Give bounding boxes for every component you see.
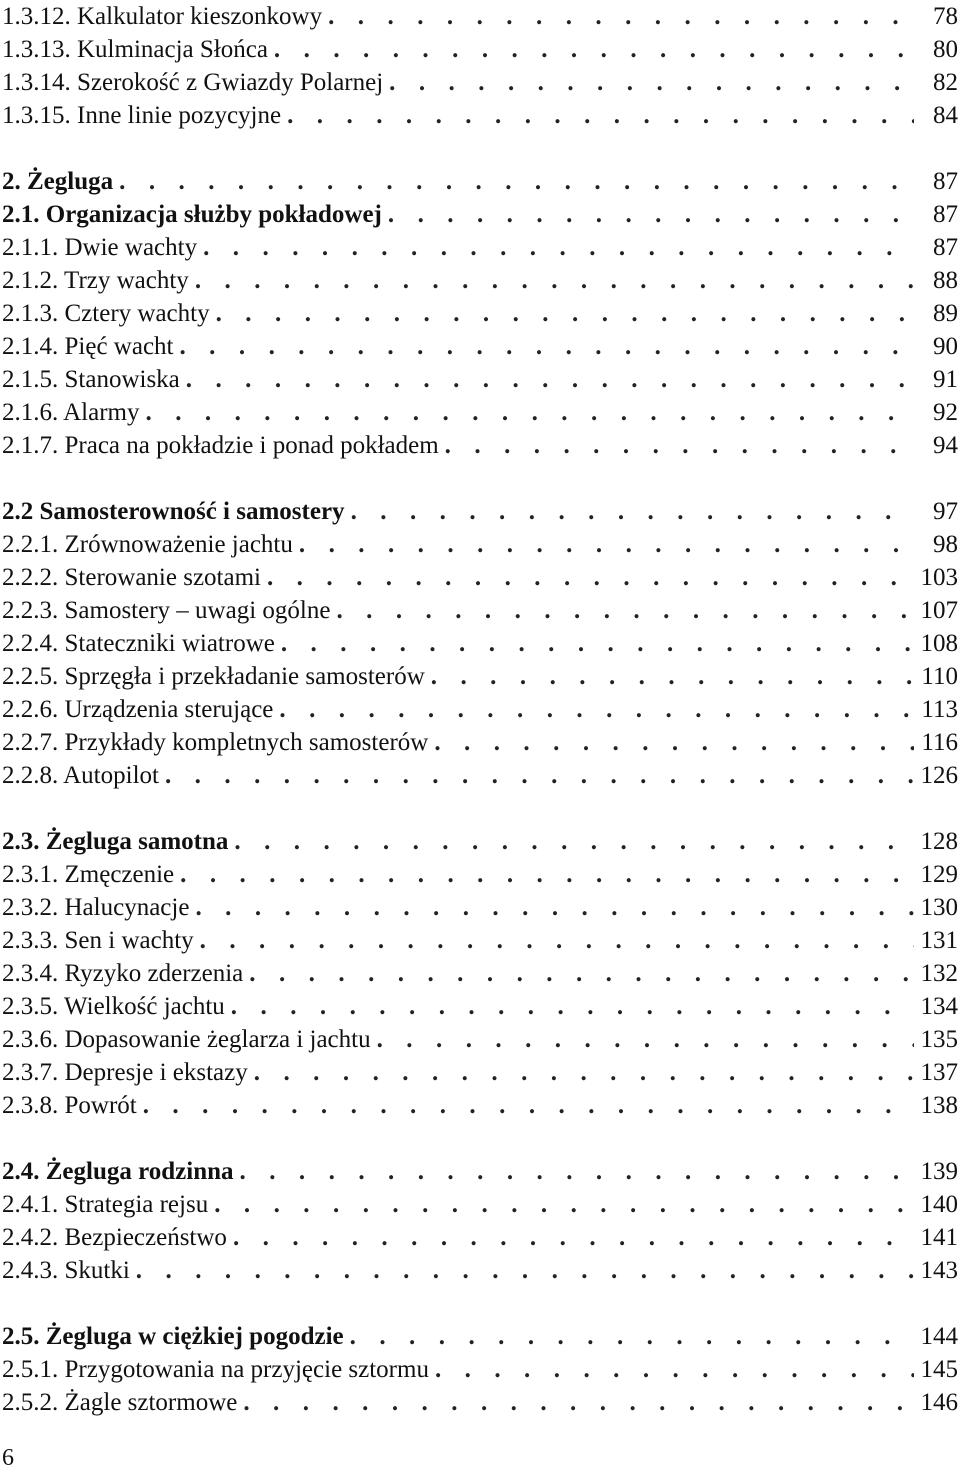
toc-entry-page: 146 [920, 1389, 958, 1416]
toc-entry-page: 135 [920, 1026, 958, 1053]
toc-entry-page: 130 [920, 894, 958, 921]
toc-entry-page: 82 [933, 69, 958, 96]
toc-entry-page: 145 [920, 1356, 958, 1383]
toc-entry-page: 131 [920, 927, 958, 954]
toc-entry-title: 2.3.5. Wielkość jachtu [2, 993, 225, 1020]
toc-entry-title: 2.4.1. Strategia rejsu [2, 1191, 209, 1218]
toc-entry-title: 2.2.5. Sprzęgła i przekładanie samosterów [2, 663, 425, 690]
toc-entry-page: 87 [933, 168, 958, 195]
toc-entry [2, 165, 958, 198]
dot-leader [237, 1386, 914, 1419]
dot-leader [210, 297, 914, 330]
toc-entry [2, 990, 958, 1023]
toc-entry-title: 2.3.6. Dopasowanie żeglarza i jachtu [2, 1026, 371, 1053]
dot-leader [344, 1320, 914, 1353]
toc-entry-title: 2.4.2. Bezpieczeństwo [2, 1224, 227, 1251]
dot-leader [173, 330, 914, 363]
toc-entry [2, 231, 958, 264]
toc-entry [2, 1089, 958, 1122]
toc-entry [2, 1320, 958, 1353]
toc-entry-page: 84 [933, 102, 958, 129]
toc-entry-page: 140 [920, 1191, 958, 1218]
toc-entry-title: 2.5.1. Przygotowania na przyjęcie sztormu [2, 1356, 429, 1383]
toc-entry-title: 2.3.2. Halucynacje [2, 894, 190, 921]
dot-leader [382, 198, 914, 231]
toc-entry-title: 2.3.8. Powrót [2, 1092, 137, 1119]
toc-entry [2, 1023, 958, 1056]
toc-entry-title: 2.1. Organizacja służby pokładowej [2, 201, 382, 228]
toc-entry [2, 198, 958, 231]
toc-entry-page: 110 [921, 663, 958, 690]
toc-entry-title: 2.4.3. Skutki [2, 1257, 130, 1284]
toc-entry [2, 660, 958, 693]
dot-leader [248, 1056, 914, 1089]
toc-entry-title: 2.3.3. Sen i wachty [2, 927, 194, 954]
dot-leader [425, 660, 914, 693]
toc-entry-page: 89 [933, 300, 958, 327]
toc-entry [2, 924, 958, 957]
toc-entry [2, 330, 958, 363]
dot-leader [273, 693, 914, 726]
toc-entry [2, 528, 958, 561]
dot-leader [194, 924, 914, 957]
toc-entry-page: 113 [921, 696, 958, 723]
dot-leader [159, 759, 914, 792]
dot-leader [234, 1155, 914, 1188]
toc-entry [2, 495, 958, 528]
toc-entry-title: 2.5. Żegluga w ciężkiej pogodzie [2, 1323, 344, 1350]
toc-entry [2, 99, 958, 132]
dot-leader [140, 396, 915, 429]
toc-entry [2, 0, 958, 33]
toc-entry-page: 98 [933, 531, 958, 558]
toc-entry-page: 108 [920, 630, 958, 657]
toc-entry-page: 91 [933, 366, 958, 393]
toc-entry [2, 726, 958, 759]
toc-entry-title: 2.1.6. Alarmy [2, 399, 140, 426]
dot-leader [439, 429, 914, 462]
toc-entry [2, 891, 958, 924]
toc-entry [2, 33, 958, 66]
toc-entry [2, 561, 958, 594]
dot-leader [243, 957, 914, 990]
dot-leader [227, 1221, 914, 1254]
toc-entry [2, 627, 958, 660]
dot-leader [228, 825, 914, 858]
toc-entry-title: 2.2.6. Urządzenia sterujące [2, 696, 274, 723]
dot-leader [268, 33, 914, 66]
dot-leader [281, 99, 914, 132]
dot-leader [189, 891, 914, 924]
toc-entry [2, 825, 958, 858]
toc-entry-page: 87 [933, 234, 958, 261]
toc-entry [2, 297, 958, 330]
toc-entry-page: 137 [920, 1059, 958, 1086]
dot-leader [261, 561, 914, 594]
toc-entry-title: 2.3. Żegluga samotna [2, 828, 229, 855]
toc-entry-title: 2.2.1. Zrównoważenie jachtu [2, 531, 293, 558]
toc-entry-page: 94 [933, 432, 958, 459]
toc-entry-page: 78 [933, 3, 958, 30]
toc-entry-title: 2.1.3. Cztery wachty [2, 300, 210, 327]
toc-entry-title: 1.3.12. Kalkulator kieszonkowy [2, 3, 323, 30]
toc-entry [2, 759, 958, 792]
dot-leader [330, 594, 914, 627]
toc-entry-page: 141 [920, 1224, 958, 1251]
toc-entry [2, 858, 958, 891]
toc-entry-page: 90 [933, 333, 958, 360]
toc-entry-page: 80 [933, 36, 958, 63]
toc-entry-title: 2.1.4. Pięć wacht [2, 333, 174, 360]
toc-entry [2, 1188, 958, 1221]
page-number: 6 [2, 1445, 14, 1471]
toc-entry-title: 2.1.1. Dwie wachty [2, 234, 198, 261]
toc-entry-page: 128 [920, 828, 958, 855]
toc-entry [2, 396, 958, 429]
dot-leader [189, 264, 914, 297]
toc-entry-page: 134 [920, 993, 958, 1020]
toc-entry [2, 1056, 958, 1089]
toc-entry-title: 2.4. Żegluga rodzinna [2, 1158, 234, 1185]
toc-entry-title: 2.2.4. Stateczniki wiatrowe [2, 630, 275, 657]
toc-entry-page: 87 [933, 201, 958, 228]
dot-leader [174, 858, 914, 891]
toc-entry-page: 126 [920, 762, 958, 789]
toc-entry-page: 107 [920, 597, 958, 624]
dot-leader [383, 66, 914, 99]
toc-entry [2, 429, 958, 462]
dot-leader [113, 165, 914, 198]
dot-leader [371, 1023, 914, 1056]
toc-entry-title: 2.1.2. Trzy wachty [2, 267, 189, 294]
toc-entry-page: 92 [933, 399, 958, 426]
toc-entry-page: 132 [920, 960, 958, 987]
toc-entry [2, 66, 958, 99]
dot-leader [275, 627, 914, 660]
toc-entry [2, 1254, 958, 1287]
toc-entry-title: 1.3.13. Kulminacja Słońca [2, 36, 268, 63]
toc-entry-page: 139 [920, 1158, 958, 1185]
toc-entry-title: 2. Żegluga [2, 168, 114, 195]
dot-leader [137, 1089, 914, 1122]
toc-entry-title: 2.2.7. Przykłady kompletnych samosterów [2, 729, 429, 756]
toc-entry [2, 1353, 958, 1386]
toc-entry [2, 1386, 958, 1419]
dot-leader [208, 1188, 914, 1221]
dot-leader [345, 495, 914, 528]
toc-entry-title: 2.3.1. Zmęczenie [2, 861, 175, 888]
toc-entry-title: 2.1.7. Praca na pokładzie i ponad pokładem [2, 432, 439, 459]
toc-entry-page: 116 [921, 729, 958, 756]
toc-entry [2, 363, 958, 396]
toc-entry-title: 1.3.14. Szerokość z Gwiazdy Polarnej [2, 69, 384, 96]
toc-entry-title: 2.3.4. Ryzyko zderzenia [2, 960, 244, 987]
toc-entry-title: 2.2 Samosterowność i samostery [2, 498, 345, 525]
toc-entry [2, 594, 958, 627]
dot-leader [225, 990, 914, 1023]
toc-entry [2, 693, 958, 726]
toc-entry-title: 2.3.7. Depresje i ekstazy [2, 1059, 248, 1086]
toc-entry-page: 103 [920, 564, 958, 591]
toc-entry-title: 1.3.15. Inne linie pozycyjne [2, 102, 282, 129]
dot-leader [180, 363, 914, 396]
toc-entry-page: 88 [933, 267, 958, 294]
toc-entry-page: 144 [920, 1323, 958, 1350]
toc-entry-title: 2.5.2. Żagle sztormowe [2, 1389, 238, 1416]
toc-entry-page: 129 [920, 861, 958, 888]
toc-entry [2, 957, 958, 990]
toc-entry [2, 264, 958, 297]
dot-leader [429, 1353, 914, 1386]
toc-entry-title: 2.2.2. Sterowanie szotami [2, 564, 261, 591]
toc-entry-title: 2.1.5. Stanowiska [2, 366, 180, 393]
toc-entry-page: 97 [933, 498, 958, 525]
dot-leader [293, 528, 914, 561]
dot-leader [322, 0, 914, 33]
toc-entry-page: 143 [920, 1257, 958, 1284]
toc-entry [2, 1155, 958, 1188]
dot-leader [197, 231, 914, 264]
toc-entry [2, 1221, 958, 1254]
toc-entry-title: 2.2.3. Samostery – uwagi ogólne [2, 597, 331, 624]
toc-entry-title: 2.2.8. Autopilot [2, 762, 159, 789]
dot-leader [130, 1254, 914, 1287]
toc-entry-page: 138 [920, 1092, 958, 1119]
dot-leader [428, 726, 914, 759]
